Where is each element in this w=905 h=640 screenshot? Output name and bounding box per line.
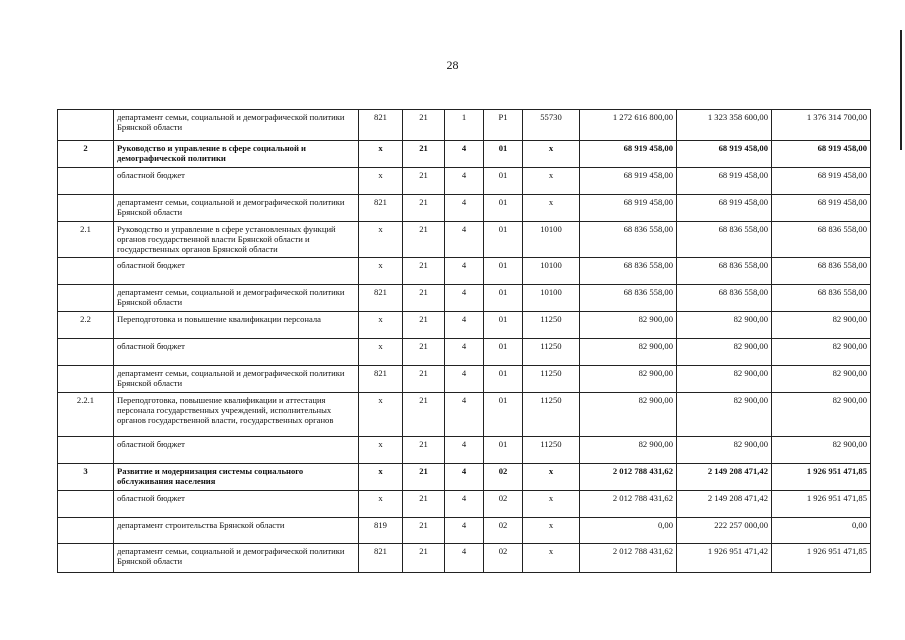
amount-year-2: 68 836 558,00 xyxy=(677,222,772,258)
amount-year-3: 82 900,00 xyxy=(772,339,871,366)
code-grbs: x xyxy=(359,393,403,437)
amount-year-3: 82 900,00 xyxy=(772,366,871,393)
row-number xyxy=(58,437,114,464)
table-row xyxy=(58,168,871,195)
amount-year-3: 82 900,00 xyxy=(772,312,871,339)
code-main-event: 01 xyxy=(484,222,523,258)
code-subprogram: 4 xyxy=(445,366,484,393)
amount-year-1: 82 900,00 xyxy=(580,366,677,393)
row-name: областной бюджет xyxy=(114,437,359,464)
code-subprogram: 4 xyxy=(445,141,484,168)
code-program: 21 xyxy=(403,518,445,544)
code-main-event: 01 xyxy=(484,393,523,437)
table-row xyxy=(58,141,871,168)
code-direction: x xyxy=(523,518,580,544)
code-subprogram: 4 xyxy=(445,437,484,464)
code-direction: 55730 xyxy=(523,110,580,141)
amount-year-1: 0,00 xyxy=(580,518,677,544)
row-name: департамент семьи, социальной и демографической политики Брянской области xyxy=(114,195,359,222)
row-name: Руководство и управление в сфере установленных функций органов государственной власти Брянской области и государственных органов Брянской области xyxy=(114,222,359,258)
code-main-event: 01 xyxy=(484,195,523,222)
code-program: 21 xyxy=(403,464,445,491)
amount-year-3: 1 926 951 471,85 xyxy=(772,464,871,491)
code-subprogram: 4 xyxy=(445,464,484,491)
table-row xyxy=(58,518,871,544)
code-program: 21 xyxy=(403,258,445,285)
code-main-event: 01 xyxy=(484,366,523,393)
code-direction: x xyxy=(523,195,580,222)
row-number xyxy=(58,195,114,222)
row-number xyxy=(58,339,114,366)
amount-year-1: 68 836 558,00 xyxy=(580,285,677,312)
code-main-event: 01 xyxy=(484,141,523,168)
row-number xyxy=(58,366,114,393)
row-number xyxy=(58,518,114,544)
code-grbs: x xyxy=(359,258,403,285)
code-main-event: 01 xyxy=(484,285,523,312)
code-grbs: 819 xyxy=(359,518,403,544)
table-row xyxy=(58,110,871,141)
amount-year-1: 2 012 788 431,62 xyxy=(580,464,677,491)
code-program: 21 xyxy=(403,544,445,573)
row-number xyxy=(58,285,114,312)
code-subprogram: 4 xyxy=(445,195,484,222)
code-grbs: x xyxy=(359,437,403,464)
amount-year-3: 68 836 558,00 xyxy=(772,258,871,285)
code-program: 21 xyxy=(403,222,445,258)
code-direction: 11250 xyxy=(523,437,580,464)
amount-year-1: 2 012 788 431,62 xyxy=(580,491,677,518)
amount-year-1: 68 836 558,00 xyxy=(580,258,677,285)
code-program: 21 xyxy=(403,437,445,464)
amount-year-1: 68 919 458,00 xyxy=(580,141,677,168)
amount-year-2: 68 836 558,00 xyxy=(677,285,772,312)
row-number xyxy=(58,110,114,141)
row-number: 2.2.1 xyxy=(58,393,114,437)
row-number xyxy=(58,491,114,518)
table-row xyxy=(58,366,871,393)
table-row xyxy=(58,464,871,491)
budget-table xyxy=(57,109,871,573)
amount-year-3: 82 900,00 xyxy=(772,393,871,437)
code-subprogram: 4 xyxy=(445,168,484,195)
row-number xyxy=(58,168,114,195)
row-name: департамент семьи, социальной и демографической политики Брянской области xyxy=(114,285,359,312)
code-direction: 10100 xyxy=(523,222,580,258)
code-main-event: 02 xyxy=(484,544,523,573)
code-program: 21 xyxy=(403,312,445,339)
table-row xyxy=(58,491,871,518)
amount-year-1: 68 919 458,00 xyxy=(580,195,677,222)
amount-year-1: 82 900,00 xyxy=(580,312,677,339)
code-grbs: x xyxy=(359,222,403,258)
table-row xyxy=(58,195,871,222)
row-number xyxy=(58,544,114,573)
amount-year-2: 68 919 458,00 xyxy=(677,141,772,168)
amount-year-3: 1 376 314 700,00 xyxy=(772,110,871,141)
amount-year-3: 0,00 xyxy=(772,518,871,544)
amount-year-2: 68 919 458,00 xyxy=(677,195,772,222)
code-main-event: 01 xyxy=(484,168,523,195)
amount-year-2: 222 257 000,00 xyxy=(677,518,772,544)
code-direction: x xyxy=(523,491,580,518)
amount-year-2: 82 900,00 xyxy=(677,393,772,437)
code-grbs: 821 xyxy=(359,544,403,573)
code-subprogram: 4 xyxy=(445,312,484,339)
row-name: Руководство и управление в сфере социальной и демографической политики xyxy=(114,141,359,168)
code-grbs: x xyxy=(359,168,403,195)
code-program: 21 xyxy=(403,110,445,141)
code-subprogram: 4 xyxy=(445,544,484,573)
code-grbs: x xyxy=(359,312,403,339)
table-body xyxy=(58,110,871,573)
row-name: департамент строительства Брянской области xyxy=(114,518,359,544)
code-direction: x xyxy=(523,141,580,168)
row-number: 2.1 xyxy=(58,222,114,258)
row-name: областной бюджет xyxy=(114,491,359,518)
code-program: 21 xyxy=(403,366,445,393)
amount-year-2: 82 900,00 xyxy=(677,366,772,393)
row-name: областной бюджет xyxy=(114,339,359,366)
code-direction: x xyxy=(523,168,580,195)
code-program: 21 xyxy=(403,195,445,222)
amount-year-2: 2 149 208 471,42 xyxy=(677,491,772,518)
code-main-event: 02 xyxy=(484,518,523,544)
code-subprogram: 4 xyxy=(445,222,484,258)
amount-year-3: 1 926 951 471,85 xyxy=(772,544,871,573)
code-direction: x xyxy=(523,544,580,573)
amount-year-2: 82 900,00 xyxy=(677,339,772,366)
amount-year-1: 82 900,00 xyxy=(580,339,677,366)
row-name: областной бюджет xyxy=(114,258,359,285)
code-grbs: x xyxy=(359,339,403,366)
code-program: 21 xyxy=(403,168,445,195)
table-row xyxy=(58,222,871,258)
amount-year-3: 82 900,00 xyxy=(772,437,871,464)
row-name: департамент семьи, социальной и демографической политики Брянской области xyxy=(114,366,359,393)
code-program: 21 xyxy=(403,393,445,437)
amount-year-3: 68 919 458,00 xyxy=(772,141,871,168)
code-subprogram: 4 xyxy=(445,491,484,518)
amount-year-1: 82 900,00 xyxy=(580,437,677,464)
code-direction: x xyxy=(523,464,580,491)
code-main-event: 02 xyxy=(484,491,523,518)
code-program: 21 xyxy=(403,285,445,312)
code-subprogram: 4 xyxy=(445,285,484,312)
code-direction: 10100 xyxy=(523,258,580,285)
amount-year-2: 68 919 458,00 xyxy=(677,168,772,195)
code-grbs: 821 xyxy=(359,285,403,312)
amount-year-1: 68 919 458,00 xyxy=(580,168,677,195)
table-row xyxy=(58,258,871,285)
code-main-event: 02 xyxy=(484,464,523,491)
amount-year-1: 1 272 616 800,00 xyxy=(580,110,677,141)
amount-year-2: 68 836 558,00 xyxy=(677,258,772,285)
amount-year-3: 68 836 558,00 xyxy=(772,285,871,312)
code-grbs: x xyxy=(359,491,403,518)
row-number: 2 xyxy=(58,141,114,168)
code-program: 21 xyxy=(403,491,445,518)
amount-year-2: 1 926 951 471,42 xyxy=(677,544,772,573)
code-direction: 11250 xyxy=(523,312,580,339)
amount-year-1: 2 012 788 431,62 xyxy=(580,544,677,573)
page-number: 28 xyxy=(446,58,459,72)
page-edge-line xyxy=(900,30,902,150)
table-row xyxy=(58,285,871,312)
table-row xyxy=(58,437,871,464)
row-name: Переподготовка и повышение квалификации персонала xyxy=(114,312,359,339)
amount-year-3: 68 836 558,00 xyxy=(772,222,871,258)
code-direction: 10100 xyxy=(523,285,580,312)
code-program: 21 xyxy=(403,339,445,366)
code-main-event: 01 xyxy=(484,312,523,339)
amount-year-2: 2 149 208 471,42 xyxy=(677,464,772,491)
code-subprogram: 1 xyxy=(445,110,484,141)
code-direction: 11250 xyxy=(523,339,580,366)
amount-year-2: 1 323 358 600,00 xyxy=(677,110,772,141)
code-subprogram: 4 xyxy=(445,518,484,544)
amount-year-3: 68 919 458,00 xyxy=(772,168,871,195)
code-main-event: P1 xyxy=(484,110,523,141)
amount-year-3: 68 919 458,00 xyxy=(772,195,871,222)
table-row xyxy=(58,312,871,339)
row-name: Развитие и модернизация системы социального обслуживания населения xyxy=(114,464,359,491)
code-direction: 11250 xyxy=(523,366,580,393)
code-grbs: 821 xyxy=(359,366,403,393)
row-name: департамент семьи, социальной и демографической политики Брянской области xyxy=(114,110,359,141)
row-name: департамент семьи, социальной и демографической политики Брянской области xyxy=(114,544,359,573)
code-grbs: x xyxy=(359,141,403,168)
code-subprogram: 4 xyxy=(445,393,484,437)
row-number: 3 xyxy=(58,464,114,491)
row-name: областной бюджет xyxy=(114,168,359,195)
code-main-event: 01 xyxy=(484,258,523,285)
code-grbs: 821 xyxy=(359,110,403,141)
code-grbs: 821 xyxy=(359,195,403,222)
code-direction: 11250 xyxy=(523,393,580,437)
code-main-event: 01 xyxy=(484,437,523,464)
code-subprogram: 4 xyxy=(445,258,484,285)
row-number: 2.2 xyxy=(58,312,114,339)
amount-year-2: 82 900,00 xyxy=(677,312,772,339)
amount-year-1: 68 836 558,00 xyxy=(580,222,677,258)
code-program: 21 xyxy=(403,141,445,168)
amount-year-1: 82 900,00 xyxy=(580,393,677,437)
row-name: Переподготовка, повышение квалификации и аттестация персонала государственных учреждений, исполнительных органов государственной власти, государственных органов xyxy=(114,393,359,437)
code-grbs: x xyxy=(359,464,403,491)
amount-year-2: 82 900,00 xyxy=(677,437,772,464)
code-subprogram: 4 xyxy=(445,339,484,366)
row-number xyxy=(58,258,114,285)
table-row xyxy=(58,544,871,573)
table-row xyxy=(58,393,871,437)
amount-year-3: 1 926 951 471,85 xyxy=(772,491,871,518)
table-row xyxy=(58,339,871,366)
code-main-event: 01 xyxy=(484,339,523,366)
